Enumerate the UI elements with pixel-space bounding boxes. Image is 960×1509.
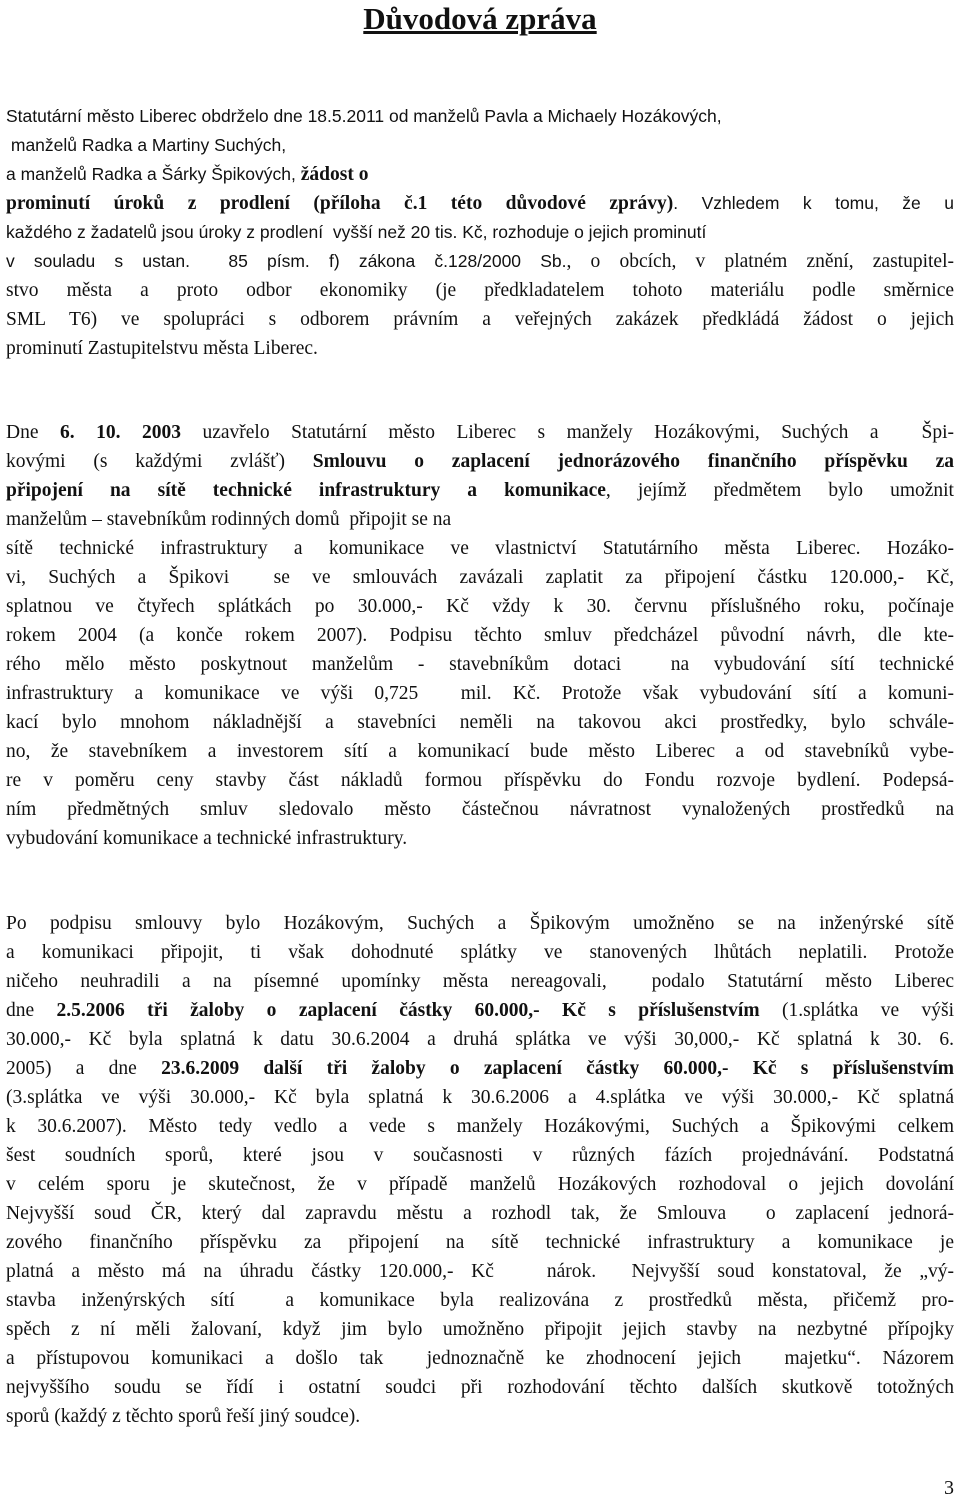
bold-text: žádost o [300, 164, 369, 185]
text-run: infrastruktury a komunikace ve výši 0,725 mil. Kč. Protože však vybudování sítí a komuni- [6, 683, 954, 704]
text-line [6, 650, 954, 679]
text-run: no, že stavebníkem a investorem sítí a komunikací bude město Liberec a od stavebníků vybe- [6, 741, 954, 762]
text-run: sítě technické infrastruktury a komunikace ve vlastnictví Statutárního města Liberec. Hozáko- [6, 538, 954, 559]
text-line [6, 476, 954, 505]
text-line [6, 418, 954, 447]
text-line [6, 1199, 954, 1228]
text-line [6, 967, 954, 996]
text-line [6, 766, 954, 795]
text-run: platná a město má na úhradu částky 120.000,- Kč nárok. Nejvyšší soud konstatoval, že „vý- [6, 1261, 954, 1282]
text-run: rokem 2004 (a konče rokem 2007). Podpisu těchto smluv předcházel původní návrh, dle kte- [6, 625, 954, 646]
text-line [6, 996, 954, 1025]
text-line [6, 1286, 954, 1315]
text-line [6, 1054, 954, 1083]
text-line [6, 1112, 954, 1141]
text-run: re v poměru ceny stavby část nákladů formou příspěvku do Fondu rozvoje bydlení. Podepsá- [6, 770, 954, 791]
text-run: prominutí Zastupitelstvu města Liberec. [6, 338, 318, 359]
text-run: spěch z ní měli žalovaní, když jim bylo umožněno připojit jejich stavby na nezbytné přípojky [6, 1319, 954, 1340]
bold-text: 2.5.2006 tři žaloby o zaplacení částky 60.000,- Kč s příslušenstvím [56, 1000, 760, 1021]
text-line [6, 1141, 954, 1170]
text-line [6, 189, 954, 218]
text-run: vybudování komunikace a technické infrastruktury. [6, 828, 408, 849]
text-run: stavba inženýrských sítí a komunikace byla realizována z prostředků města, přičemž pro- [6, 1290, 954, 1311]
text-line [6, 534, 954, 563]
text-run: kací bylo mnohom nákladnější a stavebníci neměli na takovou akci prostředky, bylo schvále- [6, 712, 954, 733]
text-run: sporů (každý z těchto sporů řeší jiný soudce). [6, 1406, 361, 1427]
text-run: (1.splátka ve výši [759, 1000, 954, 1021]
text-line [6, 1228, 954, 1257]
text-run: nejvyššího soudu se řídí i ostatní soudci při rozhodování těchto dalších skutkově totožných [6, 1377, 954, 1398]
text-line [6, 621, 954, 650]
text-run: , o obcích, v platném znění, zastupitel- [566, 251, 954, 272]
text-run: dne [6, 1000, 57, 1021]
text-run: ním předmětných smluv sledovalo město částečnou návratnost vynaložených prostředků na [6, 799, 954, 820]
text-line [6, 276, 954, 305]
text-run: v celém sporu je skutečnost, že v případě manželů Hozákových rozhodoval o jejich dovolání [6, 1174, 954, 1195]
text-line [6, 1315, 954, 1344]
text-run: SML T6) ve spolupráci s odborem právním a veřejných zakázek předkládá žádost o jejich [6, 309, 954, 330]
text-run: 30.000,- Kč byla splatná k datu 30.6.2004 a druhá splátka ve výši 30,000,- Kč splatná k 30. 6. [6, 1029, 954, 1050]
text-line [6, 447, 954, 476]
page-title: Důvodová zpráva [363, 1, 597, 36]
text-line [6, 1257, 954, 1286]
text-line [6, 679, 954, 708]
text-run: a komunikaci připojit, ti však dohodnuté splátky ve stanovených lhůtách neplatili. Protože [6, 942, 954, 963]
text-line [6, 1402, 954, 1431]
text-run: rého mělo město poskytnout manželům - stavebníkům dotaci na vybudování sítí technické [6, 654, 954, 675]
text-line [6, 1344, 954, 1373]
bold-text: 6. 10. 2003 [59, 422, 181, 443]
text-run: Dne [6, 422, 60, 443]
text-line [6, 1170, 954, 1199]
text-line [6, 795, 954, 824]
text-line [6, 505, 954, 534]
text-line [6, 824, 954, 853]
text-run: a manželů Radka a Šárky Špikových, [6, 164, 301, 184]
text-line [6, 1025, 954, 1054]
text-line [6, 1373, 954, 1402]
page-number: 3 [944, 1477, 954, 1499]
text-line [6, 102, 954, 131]
bold-text: Smlouvu o zaplacení jednorázového finančního příspěvku za [312, 451, 954, 472]
text-run: každého z žadatelů jsou úroky z prodlení vyšší než 20 tis. Kč, rozhoduje o jejich prominutí [6, 222, 707, 242]
text-line [6, 160, 954, 189]
text-run: (3.splátka ve výši 30.000,- Kč byla splatná k 30.6.2006 a 4.splátka ve výši 30.000,- Kč splatná [6, 1087, 954, 1108]
text-line [6, 218, 954, 247]
text-line [6, 909, 954, 938]
text-line [6, 563, 954, 592]
text-line [6, 247, 954, 276]
text-line [6, 737, 954, 766]
text-run: . Vzhledem k tomu, že u [673, 193, 954, 213]
paragraph-contract [6, 418, 954, 853]
text-run: Nejvyšší soud ČR, který dal zapravdu městu a rozhodl tak, že Smlouva o zaplacení jednorá- [6, 1203, 954, 1224]
text-line [6, 131, 954, 160]
bold-text: připojení na sítě technické infrastruktury a komunikace [6, 480, 606, 501]
text-run: Po podpisu smlouvy bylo Hozákovým, Suchých a Špikovým umožněno se na inženýrské sítě [6, 913, 954, 934]
text-line [6, 305, 954, 334]
text-run: stvo města a proto odbor ekonomiky (je předkladatelem tohoto materiálu podle směrnice [6, 280, 954, 301]
text-run: manželů Radka a Martiny Suchých, [6, 135, 287, 155]
text-run: manželům – stavebníkům rodinných domů připojit se na [6, 509, 452, 530]
text-run: vi, Suchých a Špikovi se ve smlouvách zavázali zaplatit za připojení částku 120.000,- Kč, [6, 567, 954, 588]
text-run: ničeho neuhradili a na písemné upomínky města nereagovali, podalo Statutární město Liberec [6, 971, 954, 992]
bold-text: prominutí úroků z prodlení (příloha č.1 této důvodové zprávy) [6, 193, 674, 214]
text-run: v souladu s ustan. 85 písm. f) zákona č.128/2000 Sb. [6, 251, 567, 271]
bold-text: 23.6.2009 další tři žaloby o zaplacení částky 60.000,- Kč s příslušenstvím [161, 1058, 954, 1079]
text-line [6, 938, 954, 967]
text-run: šest soudních sporů, které jsou v současnosti v různých fázích projednávání. Podstatná [6, 1145, 954, 1166]
text-run: zového finančního příspěvku za připojení na sítě technické infrastruktury a komunikace je [6, 1232, 954, 1253]
text-line [6, 592, 954, 621]
text-line [6, 708, 954, 737]
text-line [6, 1083, 954, 1112]
text-run: , jejímž předmětem bylo umožnit [605, 480, 954, 501]
paragraph-request [6, 102, 954, 363]
text-run: k 30.6.2007). Město tedy vedlo a vede s manžely Hozákovými, Suchých a Špikovými celkem [6, 1116, 954, 1137]
text-run: a přístupovou komunikaci a došlo tak jednoznačně ke zhodnocení jejich majetku“. Názorem [6, 1348, 954, 1369]
text-run: splatnou ve čtyřech splátkách po 30.000,- Kč vždy k 30. červnu příslušného roku, počínaje [6, 596, 954, 617]
text-run: 2005) a dne [6, 1058, 162, 1079]
text-run: kovými (s každými zvlášť) [6, 451, 313, 472]
text-run: Statutární město Liberec obdrželo dne 18.5.2011 od manželů Pavla a Michaely Hozákových, [6, 106, 722, 126]
text-line [6, 334, 954, 363]
paragraph-lawsuits [6, 909, 954, 1431]
text-run: uzavřelo Statutární město Liberec s manžely Hozákovými, Suchých a Špi- [180, 422, 954, 443]
